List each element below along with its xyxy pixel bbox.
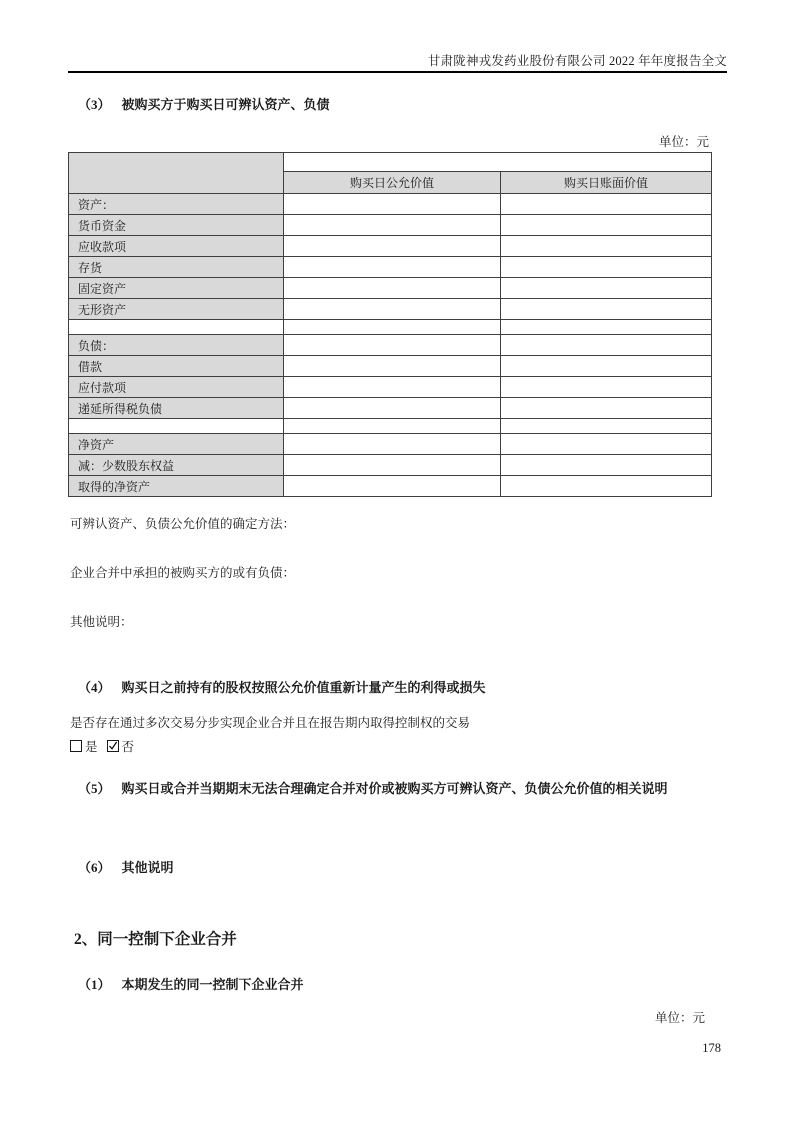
checkbox-checked-icon xyxy=(107,740,119,752)
note-other: 其他说明： xyxy=(70,615,133,629)
book-value-cell xyxy=(501,419,712,434)
table-row xyxy=(69,257,712,278)
section-6-title: 其他说明 xyxy=(121,860,174,875)
row-label xyxy=(69,419,284,434)
section-6-heading xyxy=(78,857,174,876)
book-value-cell xyxy=(501,236,712,257)
table-row xyxy=(69,455,712,476)
book-value-cell xyxy=(501,257,712,278)
row-label: 应收款项 xyxy=(69,236,284,257)
section-4-heading xyxy=(78,677,486,696)
section-3-heading xyxy=(78,94,330,113)
row-label: 递延所得税负债 xyxy=(69,398,284,419)
fair-value-cell xyxy=(284,455,501,476)
table-row xyxy=(69,335,712,356)
table-merged-blank-cell xyxy=(284,153,712,172)
fair-value-cell xyxy=(284,398,501,419)
fair-value-cell xyxy=(284,278,501,299)
section-3-title: 被购买方于购买日可辨认资产、负债 xyxy=(121,97,330,112)
col-header-book-value: 购买日账面价值 xyxy=(501,172,712,194)
book-value-cell xyxy=(501,278,712,299)
row-label: 货币资金 xyxy=(69,215,284,236)
yes-label: 是 xyxy=(85,740,98,754)
no-label: 否 xyxy=(121,740,135,754)
table-row xyxy=(69,356,712,377)
fair-value-cell xyxy=(284,377,501,398)
row-label: 取得的净资产 xyxy=(69,476,284,497)
section-5-title: 购买日或合并当期期末无法合理确定合并对价或被购买方可辨认资产、负债公允价值的相关说明 xyxy=(121,781,668,796)
section-5-heading xyxy=(78,778,668,797)
note-fair-value-method: 可辨认资产、负债公允价值的确定方法： xyxy=(70,517,296,531)
book-value-cell xyxy=(501,194,712,215)
fair-value-cell xyxy=(284,320,501,335)
row-label: 借款 xyxy=(69,356,284,377)
table-row xyxy=(69,236,712,257)
row-label xyxy=(69,320,284,335)
page-number: 178 xyxy=(702,1041,721,1055)
section-5-number: （5） xyxy=(78,781,111,796)
step-acquisition-question: 是否存在通过多次交易分步实现企业合并且在报告期内取得控制权的交易 xyxy=(70,716,471,730)
row-label: 固定资产 xyxy=(69,278,284,299)
fair-value-cell xyxy=(284,257,501,278)
col-header-fair-value: 购买日公允价值 xyxy=(284,172,501,194)
header-divider-rule xyxy=(68,71,727,73)
book-value-cell xyxy=(501,434,712,455)
table-row xyxy=(69,215,712,236)
merge-sub-heading xyxy=(78,974,304,993)
book-value-cell xyxy=(501,455,712,476)
unit-label-top: 单位：元 xyxy=(658,135,709,149)
book-value-cell xyxy=(501,377,712,398)
identifiable-assets-liabilities-table xyxy=(68,152,712,497)
row-label: 负债： xyxy=(69,335,284,356)
book-value-cell xyxy=(501,335,712,356)
fair-value-cell xyxy=(284,236,501,257)
table-row xyxy=(69,377,712,398)
book-value-cell xyxy=(501,299,712,320)
fair-value-cell xyxy=(284,356,501,377)
merge-sub-title: 本期发生的同一控制下企业合并 xyxy=(121,977,304,992)
row-label: 资产： xyxy=(69,194,284,215)
row-label: 应付款项 xyxy=(69,377,284,398)
checkbox-unchecked-icon xyxy=(70,740,82,752)
fair-value-cell xyxy=(284,335,501,356)
book-value-cell xyxy=(501,356,712,377)
table-row xyxy=(69,278,712,299)
book-value-cell xyxy=(501,215,712,236)
table-row-empty xyxy=(69,419,712,434)
fair-value-cell xyxy=(284,419,501,434)
unit-label-bottom: 单位：元 xyxy=(654,1011,705,1025)
fair-value-cell xyxy=(284,476,501,497)
section-3-number: （3） xyxy=(78,97,111,112)
row-label: 净资产 xyxy=(69,434,284,455)
note-contingent-liabilities: 企业合并中承担的被购买方的或有负债： xyxy=(70,566,296,580)
book-value-cell xyxy=(501,476,712,497)
yes-no-choice xyxy=(70,737,134,755)
no-option xyxy=(107,740,135,754)
section-4-title: 购买日之前持有的股权按照公允价值重新计量产生的利得或损失 xyxy=(121,680,486,695)
row-label: 无形资产 xyxy=(69,299,284,320)
table-header-row-blank xyxy=(69,153,712,172)
fair-value-cell xyxy=(284,434,501,455)
merge-sub-number: （1） xyxy=(78,977,111,992)
book-value-cell xyxy=(501,320,712,335)
page-header-title: 甘肃陇神戎发药业股份有限公司 2022 年年度报告全文 xyxy=(427,54,727,68)
fair-value-cell xyxy=(284,299,501,320)
fair-value-cell xyxy=(284,215,501,236)
table-row xyxy=(69,398,712,419)
row-label: 减：少数股东权益 xyxy=(69,455,284,476)
fair-value-cell xyxy=(284,194,501,215)
table-row xyxy=(69,434,712,455)
yes-option xyxy=(70,740,98,754)
section-6-number: （6） xyxy=(78,860,111,875)
section-4-number: （4） xyxy=(78,680,111,695)
merge-under-common-control-heading: 2、同一控制下企业合并 xyxy=(74,931,237,948)
row-label: 存货 xyxy=(69,257,284,278)
table-row-empty xyxy=(69,320,712,335)
table-row xyxy=(69,194,712,215)
table-row xyxy=(69,299,712,320)
table-corner-cell xyxy=(69,153,284,194)
book-value-cell xyxy=(501,398,712,419)
table-row xyxy=(69,476,712,497)
